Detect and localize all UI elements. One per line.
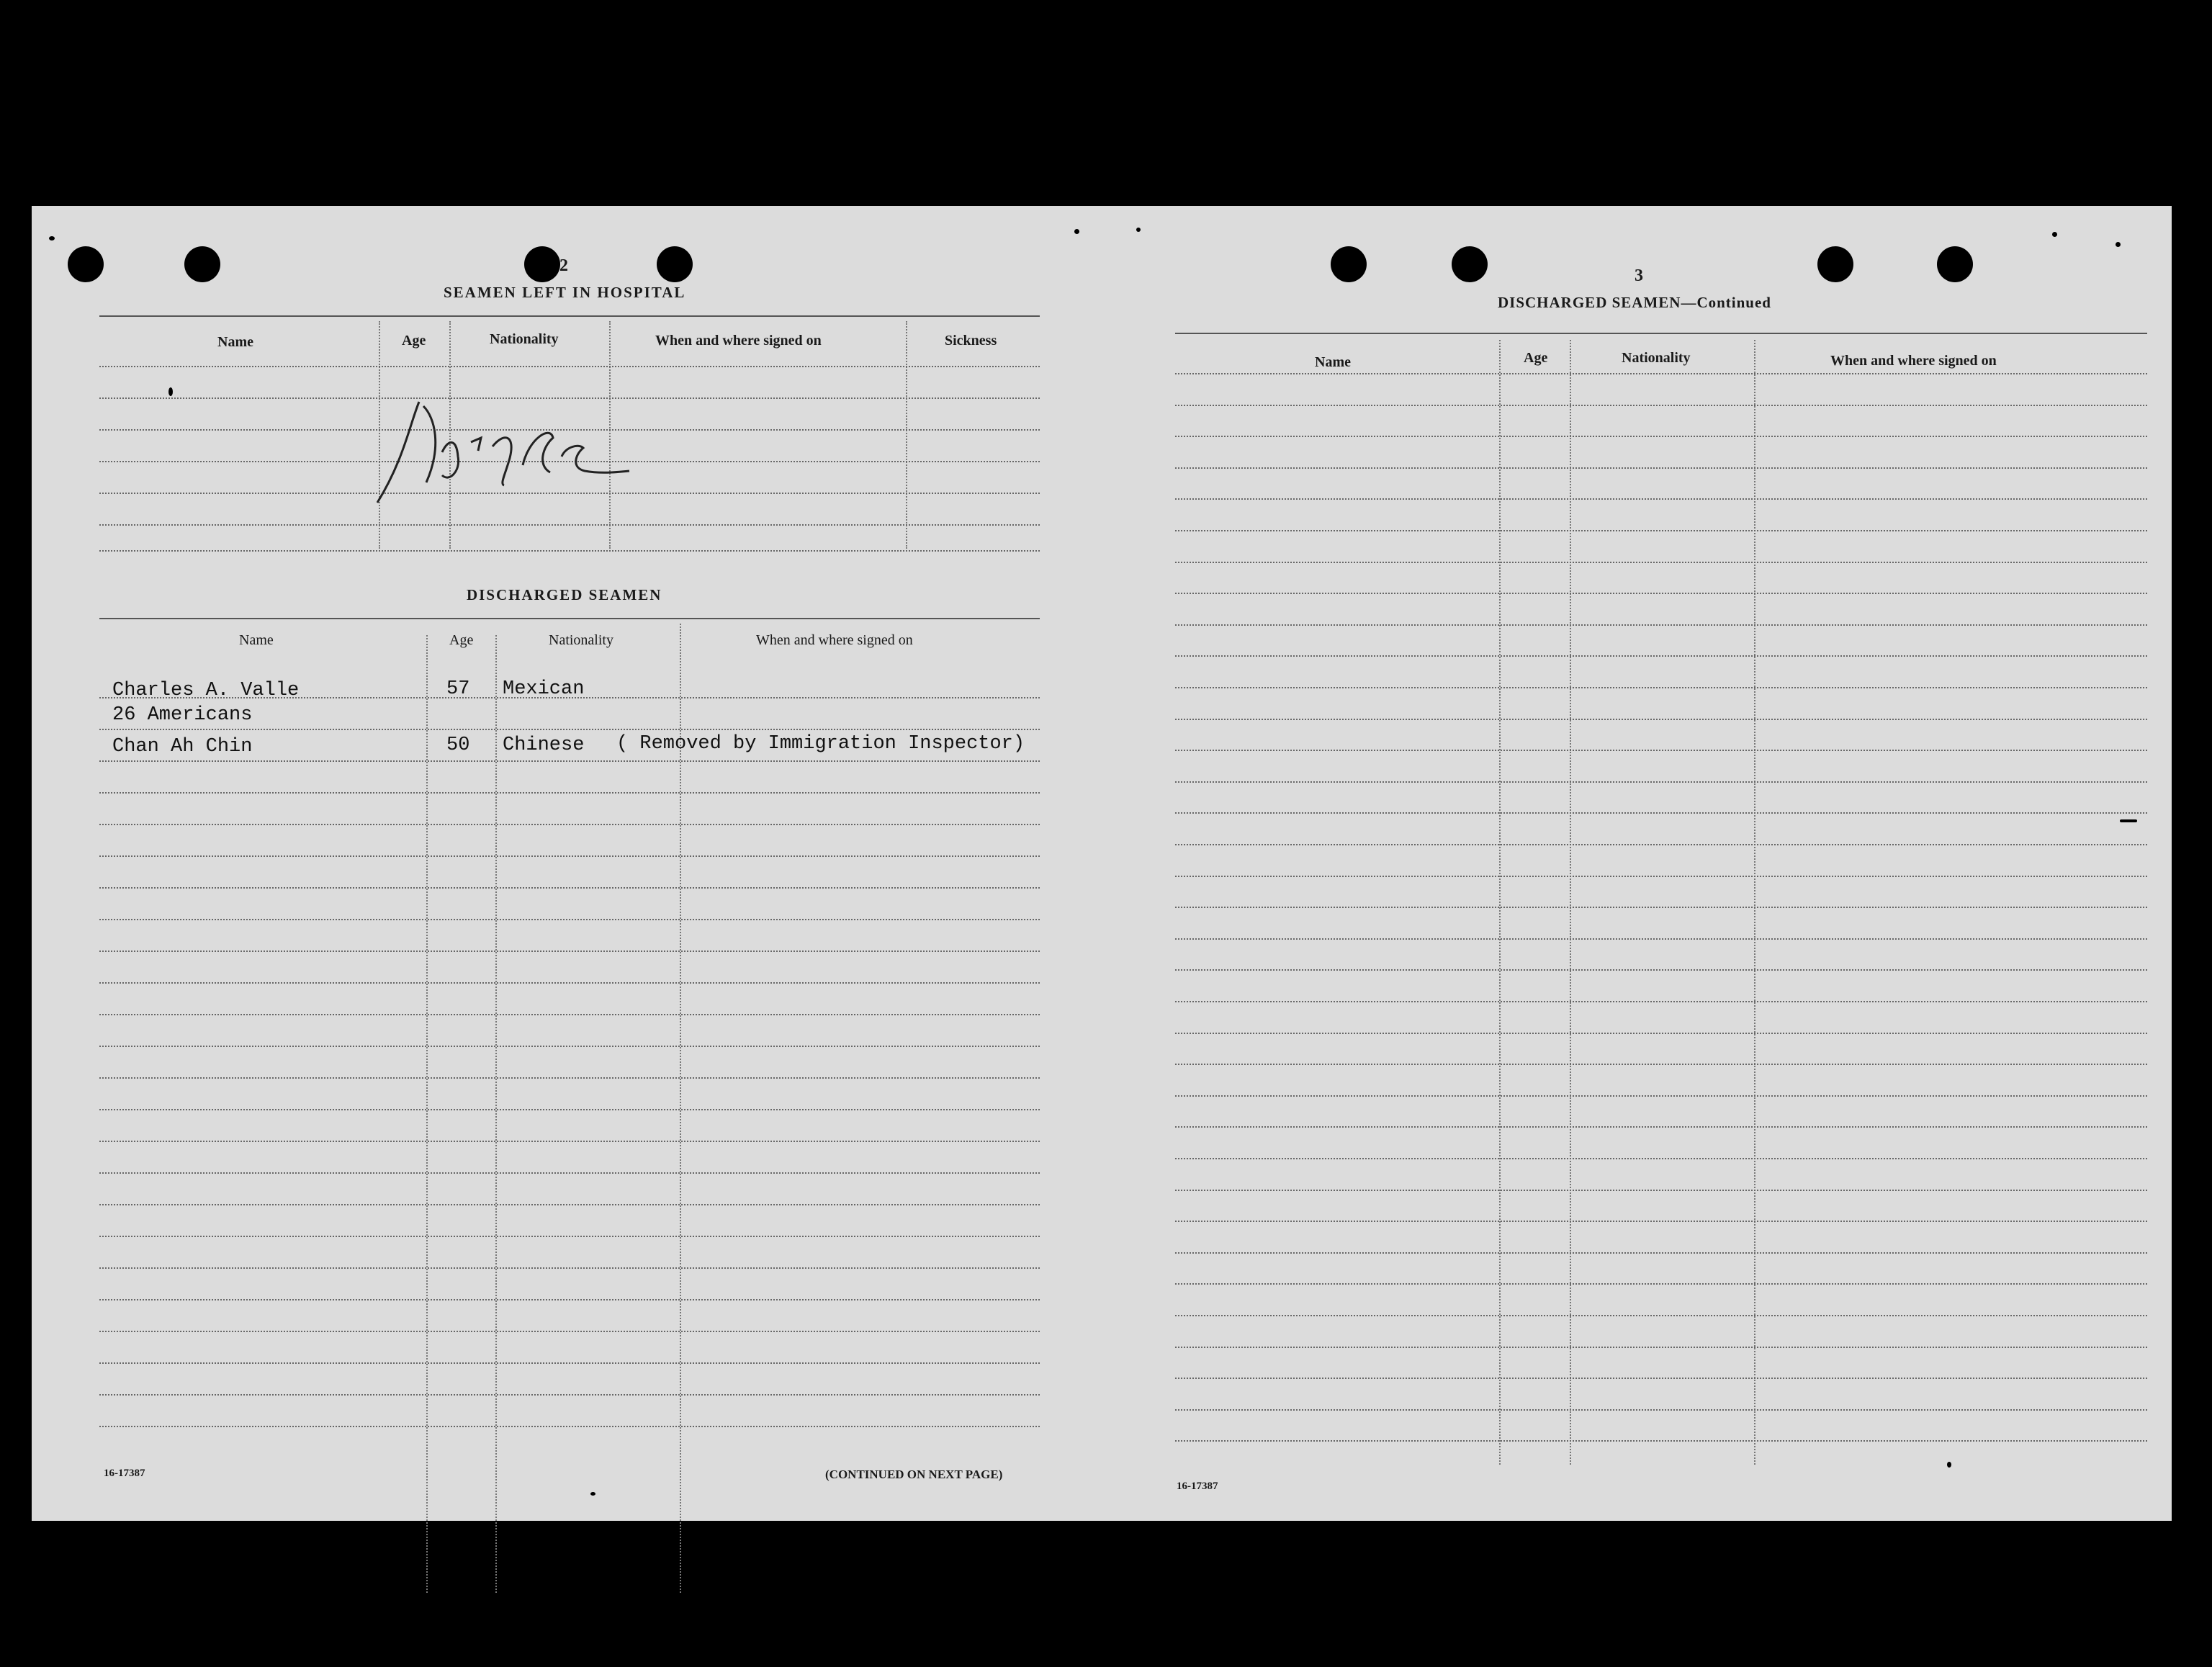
form-number: 16-17387 bbox=[1177, 1480, 1218, 1492]
discharged-name: Chan Ah Chin bbox=[112, 736, 253, 758]
row-rule bbox=[1175, 969, 2147, 971]
page-number: 2 bbox=[559, 256, 568, 275]
row-rule bbox=[1175, 593, 2147, 594]
row-rule bbox=[1175, 1440, 2147, 1442]
column-header-age: Age bbox=[1524, 350, 1548, 366]
row-rule bbox=[99, 1109, 1040, 1110]
row-rule bbox=[1175, 1315, 2147, 1316]
row-rule bbox=[1175, 1033, 2147, 1034]
ink-speck bbox=[2116, 242, 2121, 247]
column-header-nationality: Nationality bbox=[490, 331, 559, 347]
column-header-age: Age bbox=[449, 632, 474, 648]
table-rule bbox=[1175, 333, 2147, 334]
discharged-age: 57 bbox=[446, 678, 470, 700]
binder-hole bbox=[1937, 246, 1973, 282]
row-rule bbox=[99, 1426, 1040, 1427]
row-rule bbox=[1175, 467, 2147, 469]
row-rule bbox=[1175, 1190, 2147, 1191]
discharged-signed-on: ( Removed by Immigration Inspector) bbox=[616, 733, 1025, 755]
ink-speck bbox=[49, 236, 55, 241]
column-header-nationality: Nationality bbox=[1622, 350, 1691, 366]
row-rule bbox=[1175, 938, 2147, 940]
column-header-sickness: Sickness bbox=[945, 333, 997, 349]
row-rule bbox=[99, 1046, 1040, 1047]
section-title-discharged: DISCHARGED SEAMEN bbox=[467, 586, 662, 603]
row-rule bbox=[1175, 1126, 2147, 1128]
row-rule bbox=[1175, 687, 2147, 688]
row-rule bbox=[99, 697, 1040, 698]
row-rule bbox=[1175, 373, 2147, 374]
binder-hole bbox=[184, 246, 220, 282]
discharged-nationality: Mexican bbox=[503, 678, 585, 700]
binder-hole bbox=[524, 246, 560, 282]
row-rule bbox=[99, 1299, 1040, 1300]
row-rule bbox=[99, 1077, 1040, 1079]
table-rule bbox=[99, 618, 1040, 619]
ink-speck bbox=[1074, 229, 1079, 234]
row-rule bbox=[1175, 812, 2147, 814]
row-rule bbox=[1175, 1347, 2147, 1348]
form-number: 16-17387 bbox=[104, 1468, 145, 1479]
row-rule bbox=[1175, 1252, 2147, 1254]
row-rule bbox=[1175, 1283, 2147, 1285]
row-rule bbox=[99, 1362, 1040, 1364]
binder-hole bbox=[1331, 246, 1367, 282]
column-divider bbox=[495, 635, 497, 1593]
row-rule bbox=[99, 1267, 1040, 1269]
row-rule bbox=[1175, 655, 2147, 657]
row-rule bbox=[1175, 1001, 2147, 1002]
column-divider bbox=[426, 635, 428, 1593]
column-header-name: Name bbox=[1315, 354, 1351, 370]
row-rule bbox=[99, 919, 1040, 920]
row-rule bbox=[99, 366, 1040, 367]
row-rule bbox=[1175, 750, 2147, 751]
handwritten-mark bbox=[334, 396, 637, 511]
column-header-signed-on: When and where signed on bbox=[756, 632, 913, 648]
row-rule bbox=[99, 1141, 1040, 1142]
row-rule bbox=[99, 1236, 1040, 1237]
binder-hole bbox=[68, 246, 104, 282]
form-sheet bbox=[32, 206, 2172, 1521]
row-rule bbox=[1175, 1378, 2147, 1379]
column-header-nationality: Nationality bbox=[549, 632, 613, 648]
column-divider bbox=[1570, 340, 1571, 1465]
row-rule bbox=[1175, 844, 2147, 845]
ink-speck bbox=[590, 1492, 595, 1496]
column-divider bbox=[1499, 340, 1501, 1465]
ink-speck bbox=[2052, 232, 2057, 237]
row-rule bbox=[99, 1204, 1040, 1205]
row-rule bbox=[1175, 876, 2147, 877]
row-rule bbox=[99, 887, 1040, 889]
binder-hole bbox=[1452, 246, 1488, 282]
row-rule bbox=[1175, 530, 2147, 531]
row-rule bbox=[99, 982, 1040, 984]
row-rule bbox=[99, 760, 1040, 762]
row-rule bbox=[1175, 1158, 2147, 1159]
row-rule bbox=[99, 951, 1040, 952]
row-rule bbox=[1175, 624, 2147, 626]
row-rule bbox=[99, 1394, 1040, 1396]
row-rule bbox=[99, 824, 1040, 825]
column-divider bbox=[906, 321, 907, 549]
discharged-name: 26 Americans bbox=[112, 704, 253, 726]
continued-note: (CONTINUED ON NEXT PAGE) bbox=[825, 1468, 1003, 1481]
ink-speck bbox=[2120, 819, 2137, 822]
section-title-hospital: SEAMEN LEFT IN HOSPITAL bbox=[444, 284, 686, 301]
section-title-discharged-continued: DISCHARGED SEAMEN—Continued bbox=[1498, 294, 1771, 311]
column-header-signed-on: When and where signed on bbox=[655, 333, 822, 349]
binder-hole bbox=[657, 246, 693, 282]
discharged-name: Charles A. Valle bbox=[112, 680, 300, 701]
binder-hole bbox=[1817, 246, 1853, 282]
table-rule bbox=[99, 315, 1040, 317]
row-rule bbox=[99, 855, 1040, 857]
row-rule bbox=[1175, 1064, 2147, 1065]
column-header-signed-on: When and where signed on bbox=[1830, 353, 1997, 369]
row-rule bbox=[99, 729, 1040, 730]
row-rule bbox=[1175, 1409, 2147, 1411]
ink-speck bbox=[1947, 1462, 1951, 1468]
column-header-name: Name bbox=[239, 632, 274, 648]
column-divider bbox=[1754, 340, 1755, 1465]
row-rule bbox=[99, 1331, 1040, 1332]
ink-speck bbox=[1136, 228, 1141, 232]
row-rule bbox=[1175, 436, 2147, 437]
row-rule bbox=[99, 1172, 1040, 1174]
row-rule bbox=[1175, 498, 2147, 500]
discharged-nationality: Chinese bbox=[503, 734, 585, 756]
row-rule bbox=[1175, 405, 2147, 406]
discharged-age: 50 bbox=[446, 734, 470, 756]
row-rule bbox=[1175, 719, 2147, 720]
column-divider bbox=[680, 624, 681, 1593]
page-number: 3 bbox=[1635, 266, 1643, 285]
row-rule bbox=[99, 550, 1040, 552]
row-rule bbox=[1175, 781, 2147, 783]
row-rule bbox=[99, 524, 1040, 526]
column-header-name: Name bbox=[217, 334, 253, 350]
row-rule bbox=[1175, 1095, 2147, 1097]
row-rule bbox=[99, 792, 1040, 794]
row-rule bbox=[1175, 1221, 2147, 1222]
ink-speck bbox=[168, 387, 173, 396]
row-rule bbox=[1175, 907, 2147, 908]
column-header-age: Age bbox=[402, 333, 426, 349]
row-rule bbox=[1175, 562, 2147, 563]
row-rule bbox=[99, 1014, 1040, 1015]
